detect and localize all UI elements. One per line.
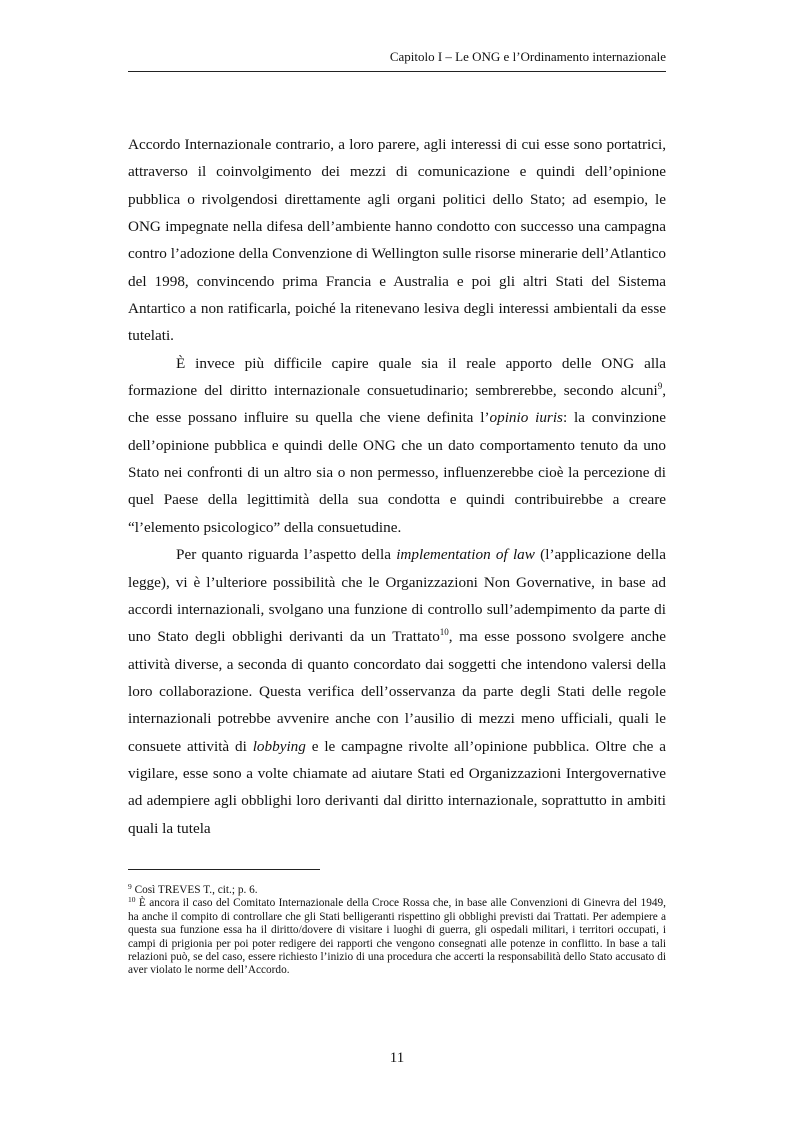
paragraph-2-text-b: , che esse possano influire su quella che viene definita l’ <box>128 382 666 427</box>
paragraph-3-emphasis-2: lobbying <box>252 737 306 755</box>
paragraph-3-text-c: , ma esse possono svolgere anche attività diverse, a seconda di quanto concordato dai soggetti che intendono valersi della loro collaborazione. Questa verifica dell’osservanza da parte degli Stati delle regole internazionali potrebbe avvenire anche con l’ausilio di mezzi meno ufficiali, quali le consuete attività di <box>128 628 666 755</box>
footnote-9-number: 9 <box>128 882 132 891</box>
footnote-9 <box>128 884 666 897</box>
paragraph-3-text-d: e le campagne rivolte all’opinione pubblica. Oltre che a vigilare, esse sono a volte chiamate ad aiutare Stati ed Organizzazioni Intergovernative ad adempiere agli obblighi loro derivanti dal diritto internazionale, soprattutto in ambiti quali la tutela <box>128 737 666 837</box>
footnote-ref-10[interactable]: 10 <box>439 627 449 638</box>
footnote-10 <box>128 897 666 977</box>
paragraph-3-emphasis-1: implementation of law <box>396 546 535 564</box>
footnote-10-text: È ancora il caso del Comitato Internazionale della Croce Rossa che, in base alle Convenzioni di Ginevra del 1949, ha anche il compito di controllare che gli Stati belligeranti rispettino gli obblighi previsti dai Trattati. Per adempiere a questa sua funzione essa ha il diritto/dovere di visitare i luoghi di guerra, gli ospedali militari, i territori occupati, i campi di prigionia per poi poter redigere dei rapporti che vengono consegnati alle potenze in conflitto. In base a tali relazioni può, se del caso, essere richiesto l’inizio di una procedura che accerti la responsabilità dello Stato accusato di aver violato le norme dell’Accordo. <box>128 897 666 977</box>
header-rule <box>128 71 666 72</box>
paragraph-3-text-b: (l’applicazione della legge), vi è l’ulteriore possibilità che le Organizzazioni Non Governative, in base ad accordi internazionali, svolgano una funzione di controllo sull’adempimento da parte di uno Stato degli obblighi derivanti da un Trattato <box>128 546 666 646</box>
footnote-10-number: 10 <box>128 895 136 905</box>
paragraph-3-text-a: Per quanto riguarda l’aspetto della <box>176 546 397 564</box>
paragraph-1: Accordo Internazionale contrario, a loro parere, agli interessi di cui esse sono portatrici, attraverso il coinvolgimento dei mezzi di comunicazione e quindi dell’opinione pubblica o rivolgendosi direttamente agli organi politici dello Stato; ad esempio, le ONG impegnate nella difesa dell’ambiente hanno condotto con successo una campagna contro l’adozione della Convenzione di Wellington sulle risorse minerarie dell’Atlantico del 1998, convincendo prima Francia e Australia e poi gli altri Stati del Sistema Antartico a non ratificarla, poiché la ritenevano lesiva degli interessi ambientali da esse tutelati. <box>128 136 666 345</box>
body-text <box>128 131 666 842</box>
paragraph-2 <box>128 350 666 541</box>
paragraph-3 <box>128 541 666 842</box>
footnotes <box>128 884 666 978</box>
paragraph-2-text-a: È invece più difficile capire quale sia il reale apporto delle ONG alla formazione del diritto internazionale consuetudinario; sembrerebbe, secondo alcuni <box>128 354 666 400</box>
running-header: Capitolo I – Le ONG e l’Ordinamento internazionale <box>389 49 666 64</box>
footnote-9-text: Così TREVES T., cit.; p. 6. <box>131 884 258 896</box>
page-number: 11 <box>389 1050 405 1066</box>
footnote-ref-9[interactable]: 9 <box>657 381 663 392</box>
paragraph-2-emphasis: opinio iuris <box>489 409 563 427</box>
paragraph-2-text-c: : la convinzione dell’opinione pubblica e quindi delle ONG che un dato comportamento tenuto da uno Stato nei confronti di un altro sia o non permesso, influenzerebbe cioè la percezione di quel Paese della legittimità della sua condotta e quindi contribuirebbe a creare “l’elemento psicologico” della consuetudine. <box>128 409 666 536</box>
footnote-rule <box>128 869 320 870</box>
